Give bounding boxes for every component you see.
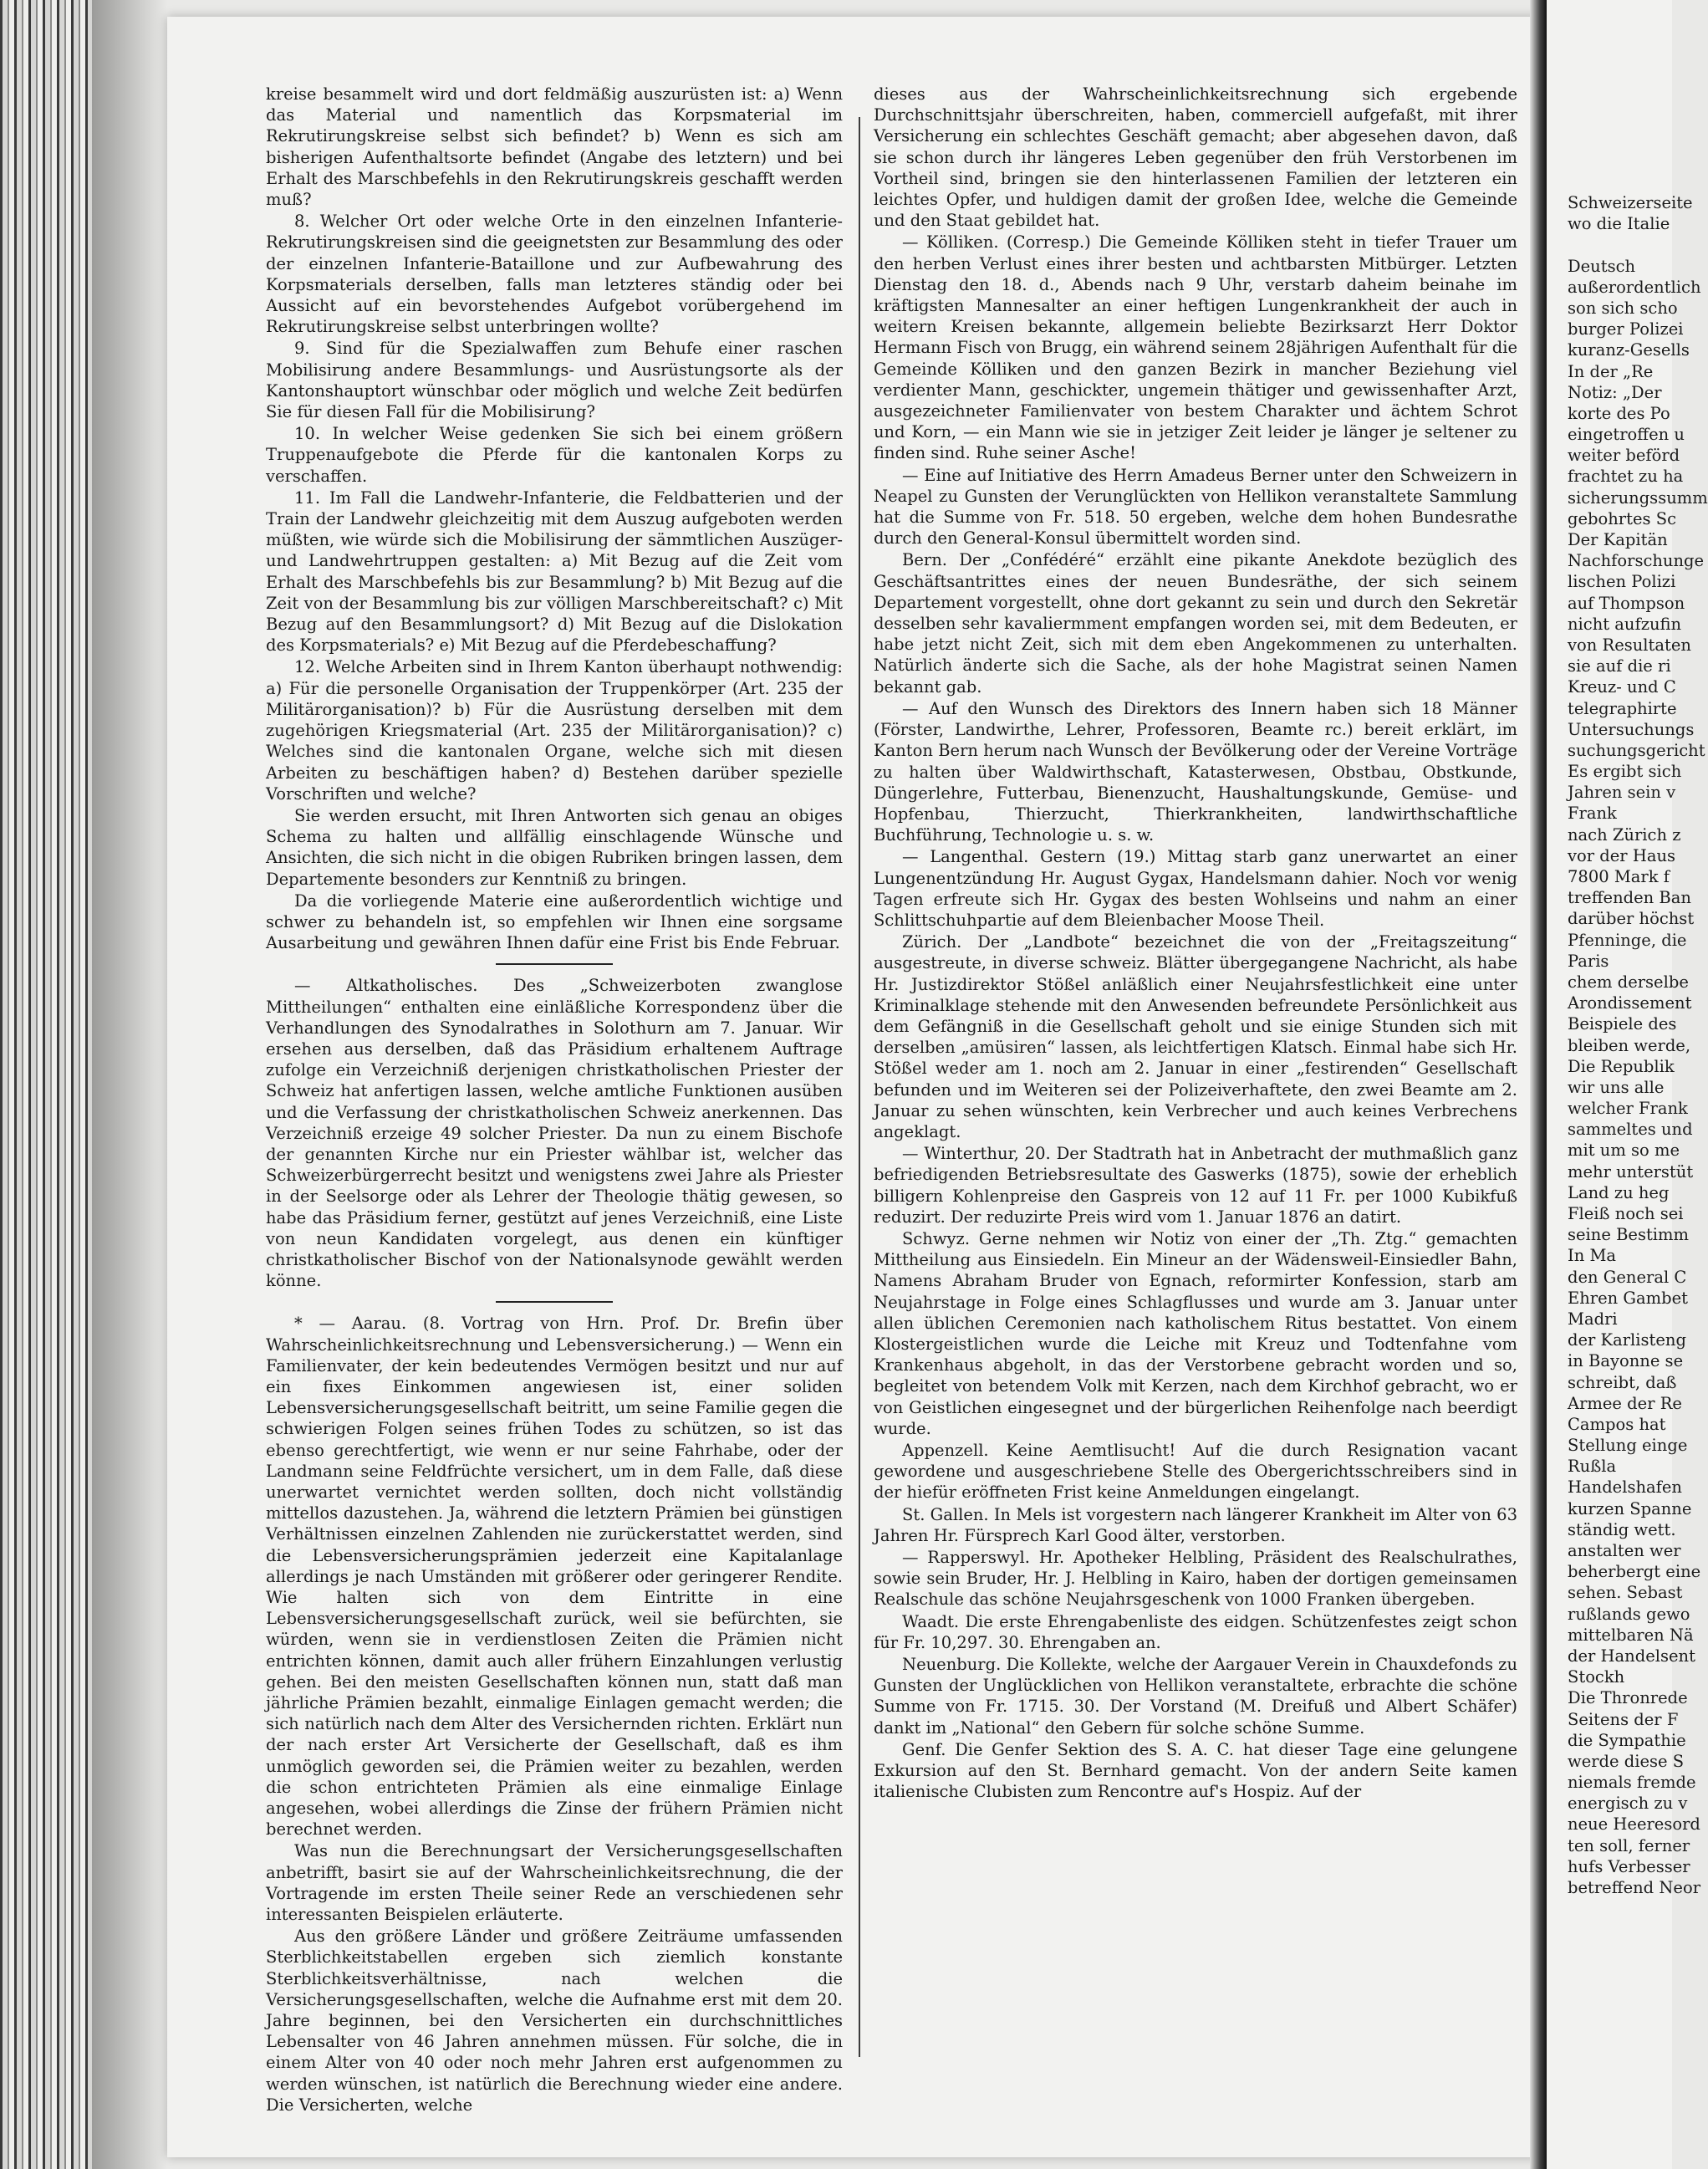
paragraph: Genf. Die Genfer Sektion des S. A. C. hat dieser Tage eine gelungene Exkursion auf den St. Bernhard gemacht. Von der andern Seite kamen italienische Clubisten zum Rencontre auf's Hospiz. Auf der <box>874 1739 1517 1802</box>
adjacent-page-line: schreibt, daß <box>1568 1372 1677 1392</box>
adjacent-page-line: kuranz-Gesells <box>1568 340 1690 360</box>
adjacent-page-line: energisch zu v <box>1568 1794 1688 1814</box>
adjacent-page-column <box>1568 192 1708 2074</box>
adjacent-page-line: Die Republik <box>1568 1056 1675 1076</box>
adjacent-page-line: kurzen Spanne <box>1568 1498 1692 1518</box>
adjacent-page-line: ständig wett. <box>1568 1519 1676 1539</box>
adjacent-page-line: Die Thronrede <box>1568 1688 1688 1708</box>
adjacent-page-line: Stockh <box>1568 1667 1625 1687</box>
adjacent-page-line: Rußla <box>1568 1457 1617 1477</box>
adjacent-page-line: ten soll, ferner <box>1568 1835 1690 1855</box>
paragraph: — Langenthal. Gestern (19.) Mittag starb ganz unerwartet an einer Lungenentzündung Hr. August Gygax, Handelsmann dahier. Noch vor wenig Tagen erfreute sich Hr. Gygax des besten Wohlseins und nahm an einer Schlittschuhpartie auf dem Bleienbacher Moose Theil. <box>874 847 1517 930</box>
paragraph: Da die vorliegende Materie eine außerordentlich wichtige und schwer zu behandeln ist, so empfehlen wir Ihnen eine sorgsame Ausarbeitung und gewähren Ihnen dafür eine Frist bis Ende Februar. <box>266 891 843 953</box>
adjacent-page-line: Der Kapitän <box>1568 530 1668 549</box>
adjacent-page-line: treffenden Ban <box>1568 888 1691 908</box>
adjacent-page-line: anstalten wer <box>1568 1541 1681 1560</box>
adjacent-page-line: burger Polizei <box>1568 319 1684 339</box>
adjacent-page-line: In Ma <box>1568 1246 1617 1266</box>
paragraph: kreise besammelt wird und dort feldmäßig auszurüsten ist: a) Wenn das Material und namentlich das Korpsmaterial im Rekrutirungskreise selbst sich befindet? b) Wenn es sich am bisherigen Aufenthaltsorte befindet (Angabe des letztern) und bei Erhalt des Marschbefehls in den Rekrutirungskreis geschafft werden muß? <box>266 84 843 210</box>
paragraph: 11. Im Fall die Landwehr-Infanterie, die Feldbatterien und der Train der Landwehr gleichzeitig mit dem Auszug aufgeboten werden müßten, wie würde sich die Mobilisirung der sämmtlichen Auszüger- und Landwehrtruppen gestalten: a) Mit Bezug auf die Zeit vom Erhalt des Marschbefehls bis zur Besammlung? b) Mit Bezug auf die Zeit von der Besammlung bis zur völligen Marschbereitschaft? c) Mit Bezug auf den Besammlungsort? d) Mit Bezug auf die Dislokation des Korpsmaterials? e) Mit Bezug auf die Pferdebeschaffung? <box>266 487 843 656</box>
adjacent-page-line: son sich scho <box>1568 298 1678 318</box>
adjacent-page-line: rußlands gewo <box>1568 1604 1690 1624</box>
adjacent-page-line: mittelbaren Nä <box>1568 1625 1694 1645</box>
paragraph: Was nun die Berechnungsart der Versicherungsgesellschaften anbetrifft, basirt sie auf der Wahrscheinlichkeitsrechnung, die der Vortragende im ersten Theile seiner Rede an verschiedenen sehr interessanten Beispielen erläuterte. <box>266 1841 843 1925</box>
adjacent-page-line: eingetroffen u <box>1568 425 1685 445</box>
adjacent-page-line: Ehren Gambet <box>1568 1288 1688 1308</box>
adjacent-page-line: vor der Haus <box>1568 845 1676 865</box>
middle-column <box>874 84 1517 2124</box>
adjacent-page-line: Madri <box>1568 1309 1618 1329</box>
paragraph: dieses aus der Wahrscheinlichkeitsrechnung sich ergebende Durchschnittsjahr überschreiten, haben, commerciell aufgefaßt, mit ihrer Versicherung ein schlechtes Geschäft gemacht; aber abgesehen davon, daß sie schon durch ihr längeres Leben gegenüber den früh Verstorbenen im Vortheil sind, bringen sie den hinterlassenen Familien der letzteren ein leichtes Opfer, und huldigen damit der großen Idee, welche die Gemeinde und den Staat gebildet hat. <box>874 84 1517 231</box>
adjacent-page-line: Arondissement <box>1568 993 1692 1013</box>
adjacent-page-line: auf Thompson <box>1568 593 1685 613</box>
adjacent-page-line: Seitens der F <box>1568 1709 1679 1729</box>
adjacent-page-line: nicht aufzufin <box>1568 614 1682 634</box>
adjacent-page-line: Fleiß noch sei <box>1568 1204 1684 1223</box>
adjacent-page-line: der Handelsent <box>1568 1646 1695 1666</box>
adjacent-page-line: Beispiele des <box>1568 1014 1677 1034</box>
spine-shadow <box>92 0 167 2169</box>
section-rule <box>496 963 613 965</box>
adjacent-page-line: Schweizerseite <box>1568 193 1693 212</box>
adjacent-page-line: beherbergt eine <box>1568 1562 1701 1582</box>
adjacent-page-line: betreffend Neor <box>1568 1878 1701 1897</box>
paragraph: Appenzell. Keine Aemtlisucht! Auf die durch Resignation vacant gewordene und ausgeschriebene Stelle des Obergerichtsschreibers sind in der hiefür eröffneten Frist keine Anmeldungen eingelangt. <box>874 1441 1517 1503</box>
adjacent-page-line: niemals fremde <box>1568 1773 1696 1793</box>
paragraph: Sie werden ersucht, mit Ihren Antworten sich genau an obiges Schema zu halten und allfällig einschlagende Wünsche und Ansichten, die sich nicht in die obigen Rubriken bringen lassen, dem Departemente besonders zur Kenntniß zu bringen. <box>266 805 843 889</box>
paragraph: Neuenburg. Die Kollekte, welche der Aargauer Verein in Chauxdefonds zu Gunsten der Unglücklichen von Hellikon veranstaltete, erbrachte die schöne Summe von Fr. 1715. 30. Der Vorstand (M. Dreifuß und Albert Schäfer) dankt im „National“ den Gebern für solche schöne Summe. <box>874 1655 1517 1738</box>
adjacent-page-line: telegraphirte <box>1568 698 1677 718</box>
adjacent-page-line: in Bayonne se <box>1568 1351 1684 1371</box>
paragraph: — Auf den Wunsch des Direktors des Innern haben sich 18 Männer (Förster, Landwirthe, Lehrer, Professoren, Beamte rc.) bereit erklärt, im Kanton Bern herum nach Wunsch der Bevölkerung oder der Vereine Vorträge zu halten über Waldwirthschaft, Katasterwesen, Obstbau, Obstkunde, Düngerlehre, Futterbau, Bienenzucht, Haushaltungskunde, Gemüse- und Hopfenbau, Thierzucht, Thierkrankheiten, landwirthschaftliche Buchführung, Technologie u. s. w. <box>874 698 1517 845</box>
adjacent-page-line: Handelshafen <box>1568 1477 1682 1498</box>
paragraph: Zürich. Der „Landbote“ bezeichnet die von der „Freitagszeitung“ ausgestreute, in diverse schweiz. Blätter übergegangene Nachricht, als habe Hr. Justizdirektor Stößel anläßlich einer Neujahrsfestlichkeit eine unter Kriminalklage stehende mit den Anwesenden befreundete Persönlichkeit aus dem Gefängniß in die Gesellschaft geholt und sie einige Stunden sich mit derselben „amüsiren“ lassen, als leichtfertigen Klatsch. Einmal habe sich Hr. Stößel weder am 1. noch am 2. Januar in einer „festirenden“ Gesellschaft befunden und im Weiteren sei der Polizeiverhaftete, den zwei Beamte am 2. Januar zu sehen wünschten, kein Verbrecher und auch keines Verbrechens angeklagt. <box>874 932 1517 1141</box>
adjacent-page-line: bleiben werde, <box>1568 1035 1691 1055</box>
left-column <box>266 84 843 2115</box>
adjacent-page-line: Nachforschunge <box>1568 551 1705 571</box>
adjacent-page-line: Deutsch <box>1568 256 1636 276</box>
adjacent-page-line: Notiz: „Der <box>1568 382 1662 402</box>
adjacent-page-line: In der „Re <box>1568 361 1654 381</box>
paragraph: Waadt. Die erste Ehrengabenliste des eidgen. Schützenfestes zeigt schon für Fr. 10,297. 30. Ehrengaben an. <box>874 1611 1517 1652</box>
paragraph: 8. Welcher Ort oder welche Orte in den einzelnen Infanterie-Rekrutirungskreisen sind die geeignetsten zur Besammlung des oder der einzelnen Infanterie-Bataillone und zur Aufbewahrung des Korpsmaterials derselben, falls man letzteres ständig oder bei Aussicht auf ein bevorstehendes Aufgebot vorübergehend im Rekrutirungskreise selbst unterbringen wollte? <box>266 212 843 337</box>
adjacent-page-line: frachtet zu ha <box>1568 467 1684 487</box>
paragraph: Schwyz. Gerne nehmen wir Notiz von einer der „Th. Ztg.“ gemachten Mittheilung aus Einsiedeln. Ein Mineur an der Wädensweil-Einsiedler Bahn, Namens Abraham Bruder von Egnach, reformirter Konfession, starb am Neujahrstage in Folge eines Schlagflusses und wurde am 3. Januar unter allen üblichen Ceremonien nach katholischem Ritus bestattet. Von einem Klostergeistlichen wurde die Leiche mit Kreuz und Todtenfahne vom Krankenhaus abgeholt, in das der Verstorbene gebracht worden und so, begleitet von betendem Volk mit Kerzen, nach dem Kirchhof gebracht, wo er von Geistlichen eingesegnet und der bürgerlichen Reihenfolge nach beerdigt wurde. <box>874 1228 1517 1438</box>
paragraph: * — Aarau. (8. Vortrag von Hrn. Prof. Dr. Brefin über Wahrscheinlichkeitsrechnung und Lebensversicherung.) — Wenn ein Familienvater, der kein bedeutendes Vermögen besitzt und nur auf ein fixes Einkommen angewiesen ist, einer soliden Lebensversicherungsgesellschaft beitritt, um seine Familie gegen die schwierigen Folgen seines frühen Todes zu schützen, so ist das ebenso gerechtfertigt, wie wenn er nur seine Fahrhabe, oder der Landmann seine Feldfrüchte versichert, um in dem Falle, daß diese unerwartet vernichtet werden sollten, doch nicht vollständig mittellos dazustehen. Ja, während die letztern Prämien bei günstigen Verhältnissen einzelnen Zahlenden nie zurückerstattet werden, sind die Lebensversicherungsprämien jederzeit eine Kapitalanlage allerdings je nach Umständen mit größerer oder geringerer Rendite. Wie halten sich von dem Eintritte in eine Lebensversicherungsgesellschaft zurück, weil sie befürchten, sie würden, wenn sie in verdienstlosen Zeiten die Prämien nicht entrichten können, damit auch aller frühern Einzahlungen verlustig gehen. Bei den meisten Gesellschaften können nun, statt daß man jährliche Prämien bezahlt, einmalige Einlagen gemacht werden; die sich natürlich nach dem Alter des Versichernden richten. Erklärt nun der nach erster Art Versicherte der Gesellschaft, daß es ihm unmöglich geworden sei, die Prämien weiter zu bezahlen, werden die schon entrichteten Prämien als eine einmalige Einlage angesehen, wobei allerdings die Zinse der frühern Prämien nicht berechnet werden. <box>266 1314 843 1840</box>
section-rule <box>496 1301 613 1303</box>
adjacent-page-line: Stellung einge <box>1568 1436 1688 1456</box>
adjacent-page-line: sie auf die ri <box>1568 656 1671 676</box>
adjacent-page-line: Pfenninge, die <box>1568 930 1687 950</box>
adjacent-page-line: der Karlisteng <box>1568 1330 1686 1350</box>
paragraph: 12. Welche Arbeiten sind in Ihrem Kanton überhaupt nothwendig: a) Für die personelle Organisation der Truppenkörper (Art. 235 der Militärorganisation)? b) Für die Ausrüstung derselben mit dem zugehörigen Kriegsmaterial (Art. 235 der Militärorganisation)? c) Welches sind die kantonalen Organe, welche sich mit diesen Arbeiten zu beschäftigen haben? d) Bestehen darüber spezielle Vorschriften und welche? <box>266 657 843 804</box>
paragraph: St. Gallen. In Mels ist vorgestern nach längerer Krankheit im Alter von 63 Jahren Hr. Fürsprech Karl Good älter, verstorben. <box>874 1504 1517 1545</box>
adjacent-page-line: Campos hat <box>1568 1414 1666 1434</box>
column-divider <box>859 117 860 2057</box>
adjacent-page-line: lischen Polizi <box>1568 572 1676 592</box>
paragraph: — Winterthur, 20. Der Stadtrath hat in Anbetracht der muthmaßlich ganz befriedigenden Betriebsresultate des Gaswerks (1875), sowie der erheblich billigern Kohlenpreise den Gaspreis von 12 auf 11 Fr. per 1000 Kubikfuß reduzirt. Der reduzirte Preis wird vom 1. Januar 1876 an datirt. <box>874 1144 1517 1227</box>
adjacent-page-line: Untersuchungs <box>1568 719 1695 739</box>
paragraph: 10. In welcher Weise gedenken Sie sich bei einem größern Truppenaufgebote die Pferde für die kantonalen Korps zu verschaffen. <box>266 424 843 486</box>
adjacent-page-line: korte des Po <box>1568 403 1670 423</box>
adjacent-page-line: Es ergibt sich <box>1568 762 1682 782</box>
adjacent-page-line: welcher Frank <box>1568 1099 1688 1119</box>
adjacent-page-line: neue Heeresord <box>1568 1814 1700 1835</box>
adjacent-page-line: außerordentlich <box>1568 277 1701 297</box>
adjacent-page-line: werde diese S <box>1568 1751 1685 1771</box>
paragraph: 9. Sind für die Spezialwaffen zum Behufe einer raschen Mobilisirung andere Besammlungs- und Ausrüstungsorte als der Kantonshauptort wünschbar oder möglich und welche Zeit bedürfen Sie für diesen Fall für die Mobilisirung? <box>266 339 843 422</box>
adjacent-page-line: von Resultaten <box>1568 635 1691 655</box>
adjacent-page-line: Paris <box>1568 951 1609 971</box>
adjacent-page-line: seine Bestimm <box>1568 1225 1690 1245</box>
adjacent-page-line: die Sympathie <box>1568 1730 1686 1750</box>
adjacent-page-line: gebohrtes Sc <box>1568 508 1676 528</box>
adjacent-page-line <box>1568 234 1701 255</box>
adjacent-page-line: mit um so me <box>1568 1141 1680 1161</box>
adjacent-page-line: darüber höchst <box>1568 909 1695 929</box>
adjacent-page-line: chem derselbe <box>1568 972 1689 992</box>
adjacent-page-line: wir uns alle <box>1568 1077 1665 1097</box>
adjacent-page-line: weiter beförd <box>1568 446 1680 466</box>
adjacent-page-line: Frank <box>1568 804 1617 824</box>
paragraph: Bern. Der „Confédéré“ erzählt eine pikante Anekdote bezüglich des Geschäftsantrittes eines der neuen Bundesräthe, der sich seinem Departement vorgestellt, ohne dort gekannt zu sein und durch den Sekretär desselben sehr kavaliermment empfangen worden sei, mit dem Bedeuten, er habe jetzt nicht Zeit, sich mit dem eben Angekommenen zu unterhalten. Natürlich änderte sich die Sache, als der hohe Magistrat seinen Namen bekannt gab. <box>874 550 1517 697</box>
adjacent-page-line: sehen. Sebast <box>1568 1583 1683 1603</box>
paragraph: — Eine auf Initiative des Herrn Amadeus Berner unter den Schweizern in Neapel zu Gunsten der Verunglückten von Hellikon veranstaltete Sammlung hat die Summe von Fr. 518. 50 ergeben, welche dem hohen Bundesrathe durch den General-Konsul übermittelt worden sind. <box>874 465 1517 549</box>
adjacent-page-line: den General C <box>1568 1267 1687 1287</box>
book-spine <box>0 0 92 2169</box>
paragraph: Aus den größere Länder und größere Zeiträume umfassenden Sterblichkeitstabellen ergeben sich ziemlich konstante Sterblichkeitsverhältnisse, nach welchen die Versicherungsgesellschaften, welche die Aufnahme erst mit dem 20. Jahre beginnen, bei den Versicherten ein durchschnittliches Lebensalter von 46 Jahren annehmen müssen. Für solche, die in einem Alter von 40 oder noch mehr Jahren erst aufgenommen zu werden wünschen, ist natürlich die Berechnung wieder eine andere. Die Versicherten, welche <box>266 1927 843 2115</box>
adjacent-page-line: Land zu heg <box>1568 1182 1670 1202</box>
adjacent-page-line: mehr unterstüt <box>1568 1161 1694 1181</box>
paragraph: — Rapperswyl. Hr. Apotheker Helbling, Präsident des Realschulrathes, sowie sein Bruder, Hr. J. Helbling in Kairo, haben der dortigen gemeinsamen Realschule das schöne Neujahrsgeschenk von 1000 Franken übergeben. <box>874 1548 1517 1610</box>
paragraph: — Altkatholisches. Des „Schweizerboten zwanglose Mittheilungen“ enthalten eine einläßliche Korrespondenz über die Verhandlungen des Synodalrathes in Solothurn am 7. Januar. Wir ersehen aus derselben, daß das Präsidium erhaltenem Auftrage zufolge ein Verzeichniß derjenigen christkatholischen Priester der Schweiz hat anfertigen lassen, welche amtliche Funktionen ausüben und die Verfassung der christkatholischen Schweiz anerkennen. Das Verzeichniß erzeige 49 solcher Priester. Da nun zu einem Bischofe der genannten Kirche nur ein Priester wählbar ist, welcher das Schweizerbürgerrecht besitzt und wenigstens zwei Jahre als Priester in der Seelsorge oder als Lehrer der Theologie thätig gewesen, so habe das Präsidium ferner, gestützt auf jenes Verzeichniß, eine Liste von neun Kandidaten vorgelegt, aus denen ein künftiger christkatholischer Bischof von der Nationalsynode gewählt werden könne. <box>266 976 843 1291</box>
adjacent-page-line: sicherungssumm <box>1568 487 1708 508</box>
paragraph: — Kölliken. (Corresp.) Die Gemeinde Kölliken steht in tiefer Trauer um den herben Verlust eines ihrer besten und achtbarsten Mitbürger. Letzten Dienstag den 18. d., Abends nach 9 Uhr, verstarb daheim beinahe im kräftigsten Mannesalter an einer heftigen Lungenkrankheit der auch in weitern Kreisen bekannte, allgemein beliebte Bezirksarzt Herr Doktor Hermann Fisch von Brugg, ein während seinem 28jährigen Aufenthalt für die Gemeinde Kölliken und den ganzen Bezirk in mancher Beziehung viel verdienter Mann, geschickter, ungemein thätiger und gewissenhafter Arzt, ausgezeichneter Familienvater von bestem Charakter und ächtem Schrot und Korn, — ein Mann wie sie in jetziger Zeit leider je länger je seltener zu finden sind. Ruhe seiner Asche! <box>874 232 1517 463</box>
adjacent-page-line: Kreuz- und C <box>1568 677 1676 697</box>
adjacent-page-line: nach Zürich z <box>1568 824 1681 845</box>
adjacent-page-line: sammeltes und <box>1568 1120 1693 1140</box>
adjacent-page-line: Armee der Re <box>1568 1393 1682 1413</box>
adjacent-page-line: 7800 Mark f <box>1568 867 1670 886</box>
page-gutter-shadow <box>1530 0 1547 2169</box>
adjacent-page-line: wo die Italie <box>1568 214 1670 234</box>
adjacent-page-line: Jahren sein v <box>1568 783 1676 803</box>
adjacent-page-line: suchungsgericht <box>1568 740 1705 760</box>
adjacent-page-line: hufs Verbesser <box>1568 1856 1690 1876</box>
